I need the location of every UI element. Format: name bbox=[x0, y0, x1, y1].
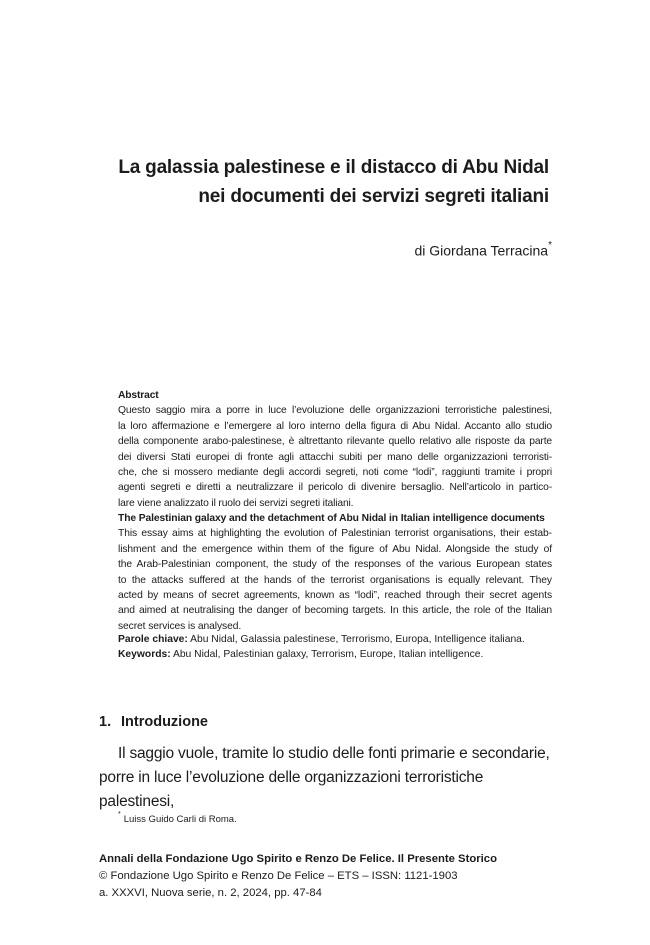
abstract-line: dei diversi Stati europei di fronte agli attacchi subiti per mano delle organizzazioni terroristi- bbox=[118, 451, 552, 463]
body-paragraph bbox=[99, 742, 552, 814]
abstract-line: agenti segreti e diretti a neutralizzare il pericolo di divenire bersaglio. Nell’articolo in partico- bbox=[118, 482, 552, 494]
abstract-line: della componente arabo-palestinese, è altrettanto rilevante quello relativo alle risposte da parte bbox=[118, 436, 552, 448]
copyright-line: © Fondazione Ugo Spirito e Renzo De Felice – ETS – ISSN: 1121-1903 bbox=[99, 870, 458, 882]
article-title bbox=[89, 153, 549, 211]
abstract-line: to the attacks suffered at the hands of the terrorist organisations is equally relevant. They bbox=[118, 574, 552, 586]
abstract-line: lishment and the emergence within them of the figure of Abu Nidal. Alongside the study of bbox=[118, 543, 552, 555]
keywords-italian bbox=[118, 632, 552, 647]
abstract-line: che, che si mossero mediante degli accordi segreti, noti come “lodi”, raggiunti tramite i propri bbox=[118, 467, 552, 479]
keywords-italian-value: Abu Nidal, Galassia palestinese, Terrorismo, Europa, Intelligence italiana. bbox=[187, 634, 525, 645]
footnote-marker: * bbox=[118, 811, 121, 818]
issue-line: a. XXXVI, Nuova serie, n. 2, 2024, pp. 47-84 bbox=[99, 887, 322, 899]
keywords-block bbox=[118, 632, 552, 663]
abstract-line: lare viene analizzato il ruolo dei servizi segreti italiani. bbox=[118, 497, 354, 509]
english-title-heading: The Palestinian galaxy and the detachment of Abu Nidal in Italian intelligence documents bbox=[118, 513, 545, 524]
abstract-line: and aimed at neutralising the danger of becoming targets. In this article, the role of the Italian bbox=[118, 605, 552, 617]
abstract-line: Questo saggio mira a porre in luce l’evoluzione delle organizzazioni terroristiche palestinesi, bbox=[118, 405, 552, 417]
body-line: porre in luce l’evoluzione delle organizzazioni terroristiche palestinesi, bbox=[99, 769, 484, 810]
keywords-english bbox=[118, 647, 552, 662]
abstract-line: la loro affermazione e l’emergere al loro interno della figura di Abu Nidal. Accanto allo studio bbox=[118, 420, 552, 432]
section-title: Introduzione bbox=[121, 714, 208, 730]
abstract-english bbox=[118, 511, 552, 634]
keywords-italian-label: Parole chiave: bbox=[118, 634, 188, 645]
author-byline bbox=[414, 242, 552, 259]
journal-name: Annali della Fondazione Ugo Spirito e Renzo De Felice. Il Presente Storico bbox=[99, 853, 497, 865]
section-number: 1. bbox=[99, 714, 112, 730]
author-footnote-marker[interactable]: * bbox=[548, 240, 552, 251]
author-name: di Giordana Terracina bbox=[414, 242, 549, 259]
keywords-english-label: Keywords: bbox=[118, 649, 171, 661]
keywords-english-value: Abu Nidal, Palestinian galaxy, Terrorism, Europe, Italian intelligence. bbox=[170, 649, 484, 661]
footnote-text: Luiss Guido Carli di Roma. bbox=[123, 814, 237, 826]
section-heading bbox=[99, 714, 208, 730]
abstract-line: secret services is analysed. bbox=[118, 620, 242, 632]
abstract-italian bbox=[118, 388, 552, 511]
journal-imprint bbox=[99, 851, 497, 902]
footnote bbox=[118, 813, 237, 825]
body-line: Il saggio vuole, tramite lo studio delle fonti primarie e secondarie, bbox=[118, 745, 550, 762]
abstract-line: the Arab-Palestinian component, the study of the responses of the various European states bbox=[118, 559, 552, 571]
abstract-line: This essay aims at highlighting the evolution of Palestinian terrorist organisations, their estab- bbox=[118, 528, 552, 540]
abstract-english-text bbox=[118, 526, 552, 634]
article-title-line-1: La galassia palestinese e il distacco di Abu Nidal bbox=[118, 157, 549, 178]
abstract-heading: Abstract bbox=[118, 390, 159, 401]
article-title-line-2: nei documenti dei servizi segreti italiani bbox=[198, 186, 549, 207]
abstract-italian-text bbox=[118, 403, 552, 511]
abstract-line: acted by means of secret agreements, known as “lodi”, reached through their secret agents bbox=[118, 590, 552, 602]
